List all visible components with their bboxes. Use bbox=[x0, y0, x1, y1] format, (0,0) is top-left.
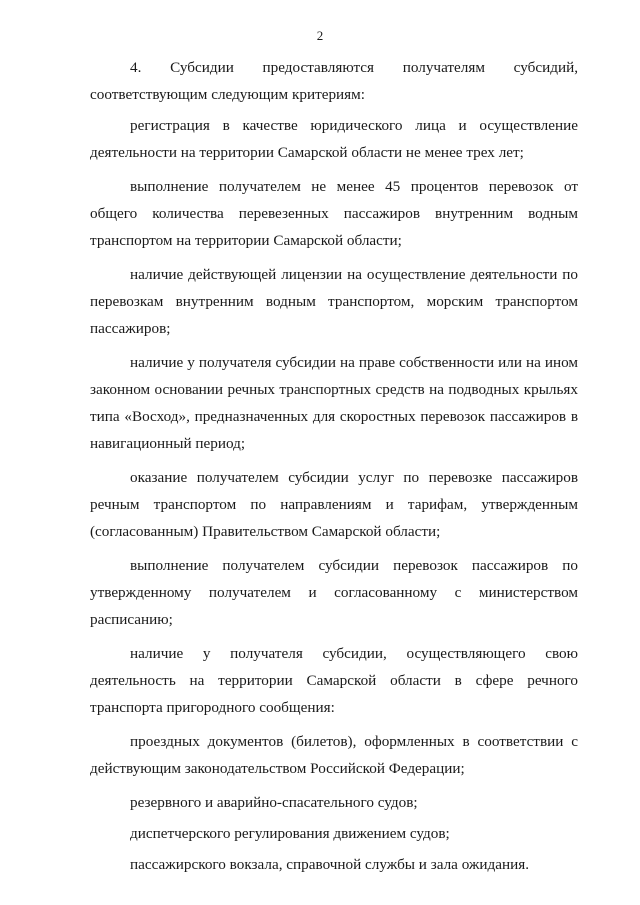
paragraph-license: наличие действующей лицензии на осуществление деятельности по перевозкам внутренним водным транспортом, морским транспортом пассажиров; bbox=[90, 266, 578, 337]
document-body bbox=[90, 54, 578, 882]
paragraph-criteria-intro: 4. Субсидии предоставляются получателям субсидий, соответствующим следующим критериям: bbox=[90, 59, 578, 103]
page-number: 2 bbox=[316, 28, 324, 43]
paragraph-registration: регистрация в качестве юридического лица и осуществление деятельности на территории Самарской области не менее трех лет; bbox=[90, 117, 578, 161]
list-item-tickets: проездных документов (билетов), оформленных в соответствии с действующим законодательством Российской Федерации; bbox=[90, 733, 578, 777]
list-item-terminal: пассажирского вокзала, справочной службы и зала ожидания. bbox=[130, 856, 530, 873]
paragraph-suburban-transport: наличие у получателя субсидии, осуществляющего свою деятельность на территории Самарской области в сфере речного транспорта пригородного сообщения: bbox=[90, 645, 578, 716]
paragraph-schedule: выполнение получателем субсидии перевозок пассажиров по утвержденному получателем и согласованному с министерством расписанию; bbox=[90, 557, 578, 628]
paragraph-hydrofoil-vessels: наличие у получателя субсидии на праве собственности или на ином законном основании речных транспортных средств на подводных крыльях типа «Восход», предназначенных для скоростных перевозок пассажиров в навигационный период; bbox=[90, 354, 578, 452]
list-item-rescue-vessels: резервного и аварийно-спасательного судов; bbox=[130, 794, 418, 811]
paragraph-transport-share: выполнение получателем не менее 45 процентов перевозок от общего количества перевезенных пассажиров внутренним водным транспортом на территории Самарской области; bbox=[90, 178, 578, 249]
paragraph-services: оказание получателем субсидии услуг по перевозке пассажиров речным транспортом по направлениям и тарифам, утвержденным (согласованным) Правительством Самарской области; bbox=[90, 469, 578, 540]
list-item-dispatch: диспетчерского регулирования движением судов; bbox=[130, 825, 450, 842]
